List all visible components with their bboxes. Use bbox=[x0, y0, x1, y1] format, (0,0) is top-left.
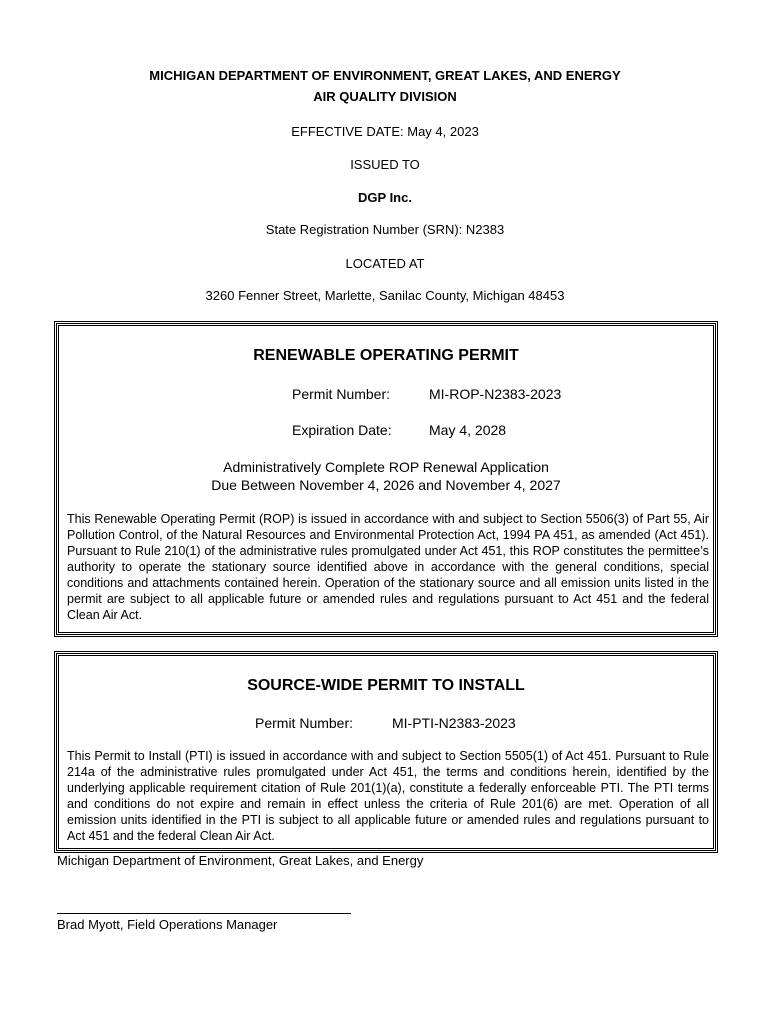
rop-body: This Renewable Operating Permit (ROP) is issued in accordance with and subject to Section 5506(3) of Part 55, Air Pollution Control, of the Natural Resources and Environmental Protection Act, 1994 PA 451, as amended (Act 451). Pursuant to Rule 210(1) of the administrative rules promulgated under Act 451, this ROP constitutes the permittee’s authority to operate the stationary source identified above in accordance with the general conditions, special conditions and attachments contained herein. Operation of the stationary source and all emission units listed in the permit are subject to all applicable future or amended rules and regulations pursuant to Act 451 and the federal Clean Air Act. bbox=[67, 512, 709, 622]
pti-box bbox=[56, 653, 716, 851]
effective-date: EFFECTIVE DATE: May 4, 2023 bbox=[291, 124, 479, 139]
signatory: Brad Myott, Field Operations Manager bbox=[57, 917, 278, 932]
rop-expiration-date: May 4, 2028 bbox=[429, 422, 507, 438]
rop-title: RENEWABLE OPERATING PERMIT bbox=[253, 347, 519, 364]
pti-title: SOURCE-WIDE PERMIT TO INSTALL bbox=[247, 677, 525, 694]
located-at-label: LOCATED AT bbox=[345, 256, 425, 271]
signature-line bbox=[57, 913, 351, 914]
rop-permit-number: MI-ROP-N2383-2023 bbox=[429, 386, 562, 402]
srn-line: State Registration Number (SRN): N2383 bbox=[265, 222, 505, 237]
issued-to-label: ISSUED TO bbox=[350, 157, 420, 172]
rop-renewal-line2: Due Between November 4, 2026 and November 4, 2027 bbox=[211, 477, 561, 493]
company-name: DGP Inc. bbox=[358, 190, 412, 205]
division-heading: AIR QUALITY DIVISION bbox=[313, 89, 457, 104]
pti-permit-number-label: Permit Number: bbox=[255, 715, 354, 731]
rop-box bbox=[56, 323, 716, 635]
rop-permit-number-label: Permit Number: bbox=[292, 386, 391, 402]
footer-agency: Michigan Department of Environment, Great Lakes, and Energy bbox=[57, 853, 424, 868]
pti-permit-number: MI-PTI-N2383-2023 bbox=[392, 715, 516, 731]
rop-expiration-label: Expiration Date: bbox=[292, 422, 392, 438]
agency-heading: MICHIGAN DEPARTMENT OF ENVIRONMENT, GREAT LAKES, AND ENERGY bbox=[149, 68, 621, 83]
pti-body: This Permit to Install (PTI) is issued in accordance with and subject to Section 5505(1) of Act 451. Pursuant to Rule 214a of the administrative rules promulgated under Act 451, the terms and conditions herein, identified by the underlying applicable requirement citation of Rule 201(1)(a), constitute a federally enforceable PTI. The PTI terms and conditions do not expire and remain in effect unless the criteria of Rule 201(6) are met. Operation of all emission units identified in the PTI is subject to all applicable future or amended rules and regulations pursuant to Act 451 and the federal Clean Air Act. bbox=[67, 749, 709, 843]
address-line: 3260 Fenner Street, Marlette, Sanilac County, Michigan 48453 bbox=[205, 288, 565, 303]
rop-renewal-line1: Administratively Complete ROP Renewal Application bbox=[223, 459, 549, 475]
